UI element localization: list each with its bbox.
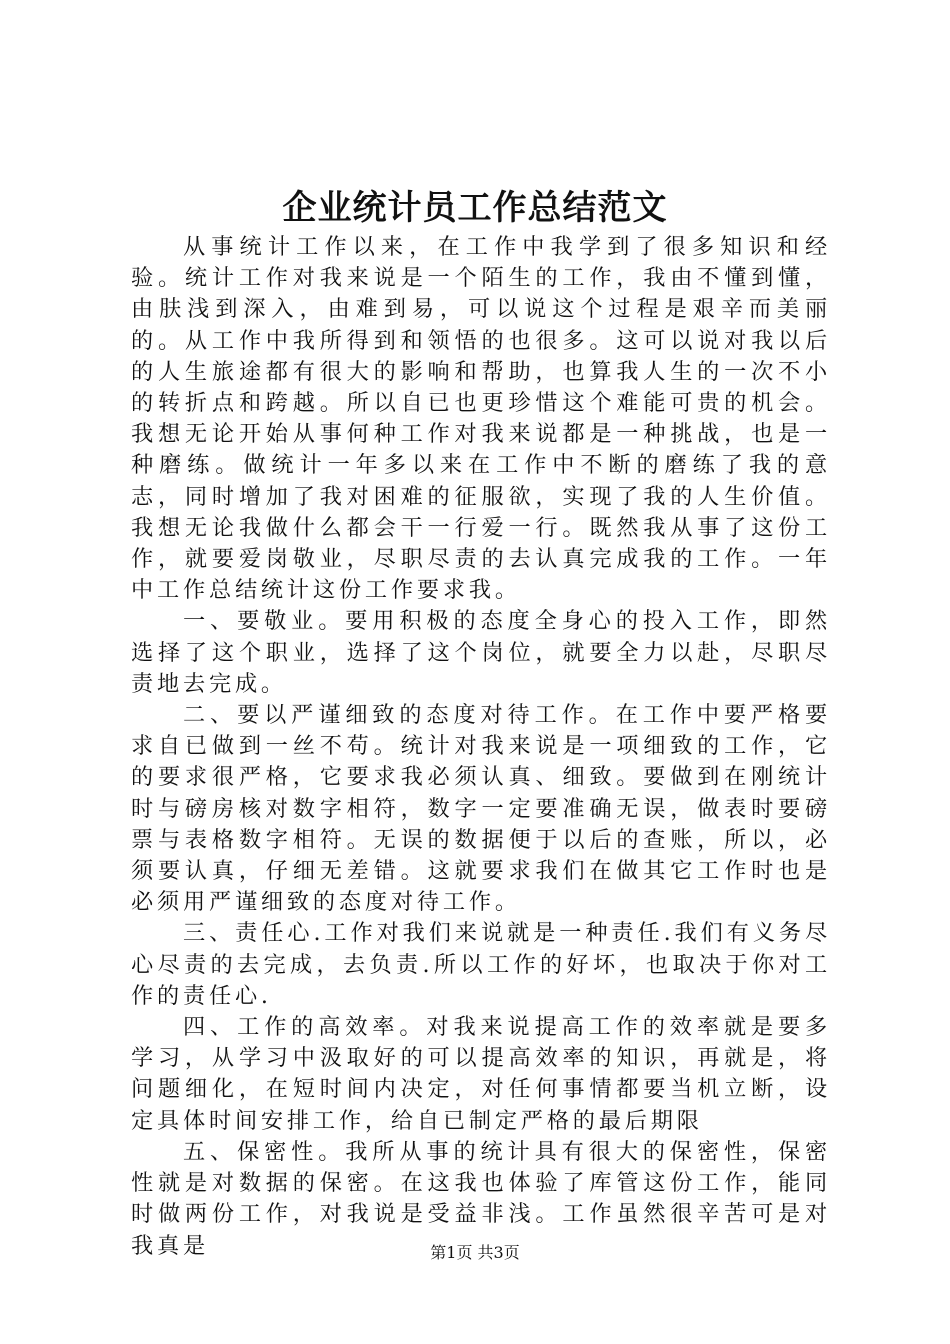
- paragraph: 五、保密性。我所从事的统计具有很大的保密性，保密性就是对数据的保密。在这我也体验了库管这份工作，能同时做两份工作，对我说是受益非浅。工作虽然很辛苦可是对我真是: [131, 1138, 831, 1259]
- paragraph: 从事统计工作以来，在工作中我学到了很多知识和经验。统计工作对我来说是一个陌生的工作，我由不懂到懂，由肤浅到深入，由难到易，可以说这个过程是艰辛而美丽的。从工作中我所得到和领悟的也很多。这可以说对我以后的人生旅途都有很大的影响和帮助，也算我人生的一次不小的转折点和跨越。所以自已也更珍惜这个难能可贵的机会。我想无论开始从事何种工作对我来说都是一种挑战，也是一种磨练。做统计一年多以来在工作中不断的磨练了我的意志，同时增加了我对困难的征服欲，实现了我的人生价值。我想无论我做什么都会干一行爱一行。既然我从事了这份工作，就要爱岗敬业，尽职尽责的去认真完成我的工作。一年中工作总结统计这份工作要求我。: [131, 234, 831, 604]
- document-title: 企业统计员工作总结范文: [282, 188, 668, 228]
- paragraph: 一、要敬业。要用积极的态度全身心的投入工作，即然选择了这个职业，选择了这个岗位，就要全力以赴，尽职尽责地去完成。: [131, 608, 831, 697]
- paragraph: 三、责任心.工作对我们来说就是一种责任.我们有义务尽心尽责的去完成，去负责.所以工作的好坏，也取决于你对工作的责任心.: [131, 920, 831, 1009]
- document-body: [131, 232, 831, 1262]
- page-number-footer: 第1页 共3页: [430, 1243, 520, 1262]
- paragraph: 四、工作的高效率。对我来说提高工作的效率就是要多学习，从学习中汲取好的可以提高效率的知识，再就是，将问题细化，在短时间内决定，对任何事情都要当机立断，设定具体时间安排工作，给自已制定严格的最后期限: [131, 1014, 831, 1134]
- paragraph: 二、要以严谨细致的态度对待工作。在工作中要严格要求自已做到一丝不苟。统计对我来说是一项细致的工作，它的要求很严格，它要求我必须认真、细致。要做到在刚统计时与磅房核对数字相符，数字一定要准确无误，做表时要磅票与表格数字相符。无误的数据便于以后的查账，所以，必须要认真，仔细无差错。这就要求我们在做其它工作时也是必须用严谨细致的态度对待工作。: [131, 702, 831, 916]
